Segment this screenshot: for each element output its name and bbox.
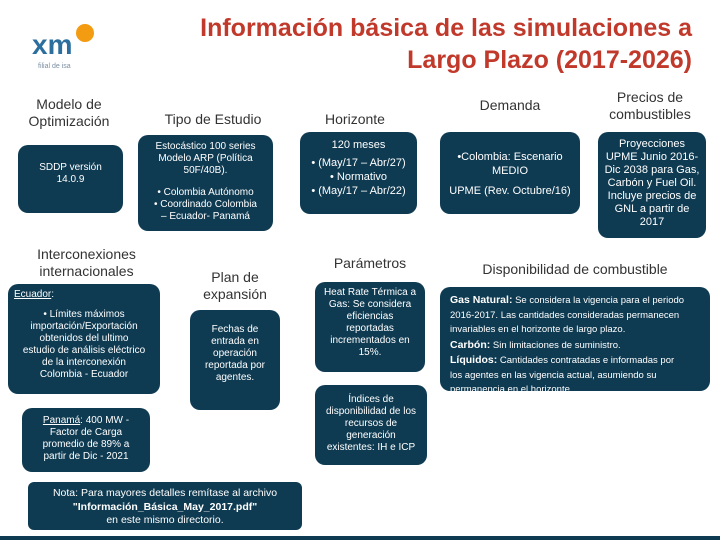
precios-line: Carbón y Fuel Oil. (607, 177, 697, 189)
box-estudio (138, 135, 273, 231)
liquidos-label: Líquidos: (450, 354, 498, 366)
ecuador-line: importación/Exportación (30, 321, 138, 332)
logo-text: xm (32, 29, 73, 60)
indices-line: generación (346, 430, 396, 441)
gas-line (450, 293, 700, 309)
precios-line: 2017 (639, 216, 665, 228)
heat-rate-line: eficiencias (346, 311, 394, 322)
ecuador-line: • Límites máximos (43, 309, 125, 320)
heat-rate-line: Gas: Se considera (328, 299, 412, 310)
ecuador-title (14, 289, 154, 301)
heat-rate-line: Heat Rate Térmica a (323, 287, 417, 298)
box-panama (22, 408, 150, 472)
ecuador-line: obtenidos del ultimo (39, 333, 129, 344)
xm-logo-mark (30, 22, 100, 64)
demanda-line: •Colombia: Escenario (457, 151, 563, 163)
header-modelo-line-1: Modelo de (36, 96, 102, 112)
liquidos-extra-line: permanencia en el horizonte (450, 384, 570, 395)
box-combustible (440, 287, 710, 395)
page-title (132, 12, 692, 76)
indices-line: disponibilidad de los (325, 406, 417, 417)
heat-rate-line: incrementados en (330, 335, 410, 346)
gas-extra-line: invariables en el horizonte de largo plazo. (450, 324, 626, 335)
indices-line: Índices de (348, 394, 394, 405)
demanda-line: MEDIO (491, 165, 529, 177)
estudio-line: Estocástico 100 series (155, 141, 256, 152)
sddp-line: 14.0.9 (56, 174, 85, 185)
header-modelo (14, 96, 124, 130)
sddp-line: SDDP versión (39, 162, 102, 173)
nota-line-3: en este mismo directorio. (106, 514, 224, 526)
nota-line-1: Nota: Para mayores detalles remítase al archivo (52, 487, 278, 499)
liquidos-text: Cantidades contratadas e informadas por (497, 355, 675, 366)
precios-line: Proyecciones (618, 138, 686, 150)
box-ecuador (8, 284, 160, 394)
header-demanda: Demanda (479, 97, 541, 113)
ecuador-line: Colombia - Ecuador (39, 369, 129, 380)
indices-line: existentes: IH e ICP (326, 442, 416, 453)
estudio-line: • Colombia Autónomo (157, 187, 254, 198)
expansion-line: operación (213, 348, 257, 359)
box-demanda (440, 132, 580, 214)
precios-line: Incluye precios de (607, 190, 697, 202)
horizonte-line: • (May/17 – Abr/27) (311, 157, 406, 169)
box-horizonte (300, 132, 417, 214)
box-heat-rate (315, 282, 425, 372)
horizonte-line: 120 meses (331, 139, 386, 151)
demanda-line: UPME (Rev. Octubre/16) (449, 185, 571, 197)
estudio-line: 50F/40B). (183, 165, 228, 176)
estudio-line: • Coordinado Colombia (153, 199, 257, 210)
precios-line: UPME Junio 2016- (605, 151, 699, 163)
ecuador-suffix: : (51, 289, 55, 300)
carbon-text: Sin limitaciones de suministro. (490, 339, 621, 351)
header-modelo-line-2: Optimización (28, 113, 110, 129)
box-nota (28, 482, 302, 530)
heat-rate-line: reportadas (346, 323, 394, 334)
expansion-line: entrada en (211, 336, 259, 347)
panama-title (28, 415, 144, 427)
horizonte-line: • (May/17 – Abr/22) (311, 185, 406, 197)
gas-label: Gas Natural: (450, 294, 513, 306)
precios-line: Dic 2038 para Gas, (604, 164, 700, 176)
logo-tagline: filial de isa (38, 63, 71, 70)
title-line-1: Información básica de las simulaciones a (200, 14, 692, 42)
liquidos-line (450, 353, 700, 369)
plan-line-2: expansión (203, 286, 267, 302)
indices-line: recursos de (344, 418, 398, 429)
carbon-label: Carbón: (450, 338, 491, 351)
panama-line: partir de Dic - 2021 (43, 451, 129, 462)
horizonte-line: • Normativo (329, 171, 388, 183)
panama-label: Panamá (42, 415, 81, 426)
ecuador-line: de la interconexión (42, 357, 126, 368)
heat-rate-line: 15%. (358, 347, 382, 358)
interconexiones-line-2: internacionales (39, 263, 134, 279)
header-tipo: Tipo de Estudio (164, 111, 262, 127)
estudio-line: Modelo ARP (Política (158, 153, 253, 164)
carbon-line (450, 338, 700, 354)
section-disponibilidad: Disponibilidad de combustible (482, 261, 668, 277)
header-precios-line-1: Precios de (616, 89, 684, 105)
gas-text: Se considera la vigencia para el periodo (512, 295, 685, 306)
box-sddp (18, 145, 123, 213)
panama-line: Factor de Carga (49, 427, 123, 438)
plan-line-1: Plan de (211, 269, 259, 285)
title-line-2: Largo Plazo (2017-2026) (407, 46, 692, 74)
ecuador-line: estudio de análisis eléctrico (22, 345, 146, 356)
header-precios (590, 89, 710, 123)
precios-line: GNL a partir de (614, 203, 690, 215)
section-parametros: Parámetros (333, 255, 407, 271)
ecuador-label: Ecuador (14, 289, 52, 300)
box-indices (315, 385, 427, 465)
expansion-line: agentes. (215, 372, 255, 383)
expansion-line: reportada por (204, 360, 266, 371)
interconexiones-line-1: Interconexiones (37, 246, 136, 262)
estudio-line: – Ecuador- Panamá (161, 211, 250, 222)
box-precios (598, 132, 706, 238)
panama-first-rest: : 400 MW - (80, 415, 130, 426)
header-precios-line-2: combustibles (609, 106, 691, 122)
nota-file-link[interactable]: "Información_Básica_May_2017.pdf" (72, 500, 258, 513)
section-interconexiones (14, 246, 159, 280)
header-horizonte: Horizonte (325, 111, 385, 127)
gas-extra-line: 2016-2017. Las cantidades consideradas permanecen (450, 309, 680, 321)
panama-line: promedio de 89% a (42, 439, 130, 450)
bottom-divider (0, 536, 720, 540)
expansion-line: Fechas de (211, 324, 259, 335)
box-expansion (190, 310, 280, 410)
section-plan (185, 269, 285, 303)
liquidos-extra-line: los agentes en las vigencia actual, asumiendo su (450, 369, 657, 381)
